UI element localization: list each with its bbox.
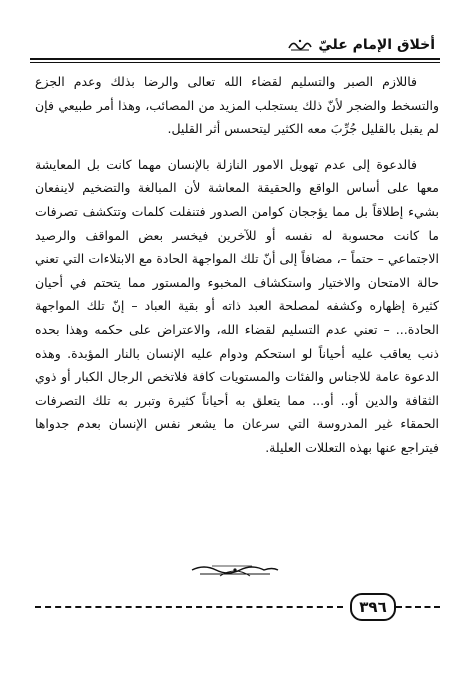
header-rule-thick [30, 58, 440, 60]
header-rule-thin [30, 62, 440, 63]
paragraph-1: فاللازم الصبر والتسليم لقضاء الله تعالى والرضا بذلك وعدم الجزع والتسخط والضجر لأنّ ذلك يستجلب المزيد من المصائب، وهذا أمر طبيعي فإن لم يقبل بالقليل جُرِّبَ معه الكثير ليتحسس أثر القليل. [35, 74, 439, 137]
running-header [31, 36, 435, 54]
body-text [35, 70, 439, 460]
footer-dashed-rule-end [396, 606, 440, 608]
footer-dashed-rule [35, 606, 343, 608]
running-title: أخلاق الإمام عليّ [313, 37, 435, 53]
honorific-calligraphy-icon [287, 38, 313, 52]
paragraph-2: فالدعوة إلى عدم تهويل الامور النازلة بالإنسان مهما كانت بل المعايشة معها على أساس الواقع والحقيقة المعاشة لأن المبالغة والتضخيم لاينفعان بشيء إطلاقاً بل مما يؤججان كوامن الصدور فتنفلت كلمات وتتكشف تصرفات ما كانت محسوبة له نفسه أو للآخرين فيخسر بعض المواقف والرصيد الاجتماعي – حتماً –، مضافاً إلى أنّ تلك المواجهة الحادة مع الابتلاءات التي تعني حالة الامتحان والاختيار واستكشاف المخبوء والمستور مما يتحتم في أحيان كثيرة إظهاره وكشفه لمصلحة العبد ذاته أو بقية العباد – إنّ تلك المواجهة الحادة... – تعني عدم التسليم لقضاء الله، والاعتراض على حكمه وهذا بحده ذنب يعاقب عليه أحياناً لو استحكم ودوام عليه الإنسان بالنار المؤبدة. وهذه الدعوة عامة للاجناس والفئات والمستويات كافة فلاتخص الرجال الكبار أو ذوي الثقافة والدين أو.. أو... مما يتعلق به أحياناً كثيرة وتبرر به تلك التصرفات الحمقاء غير المدروسة التي سرعان ما يشعر نفس الإنسان بعدم جدواها فيتراجع عنها بهذه التعللات العليلة. [35, 156, 439, 455]
page-number: ٣٩٦ [350, 593, 396, 621]
section-divider-ornament [190, 561, 280, 579]
